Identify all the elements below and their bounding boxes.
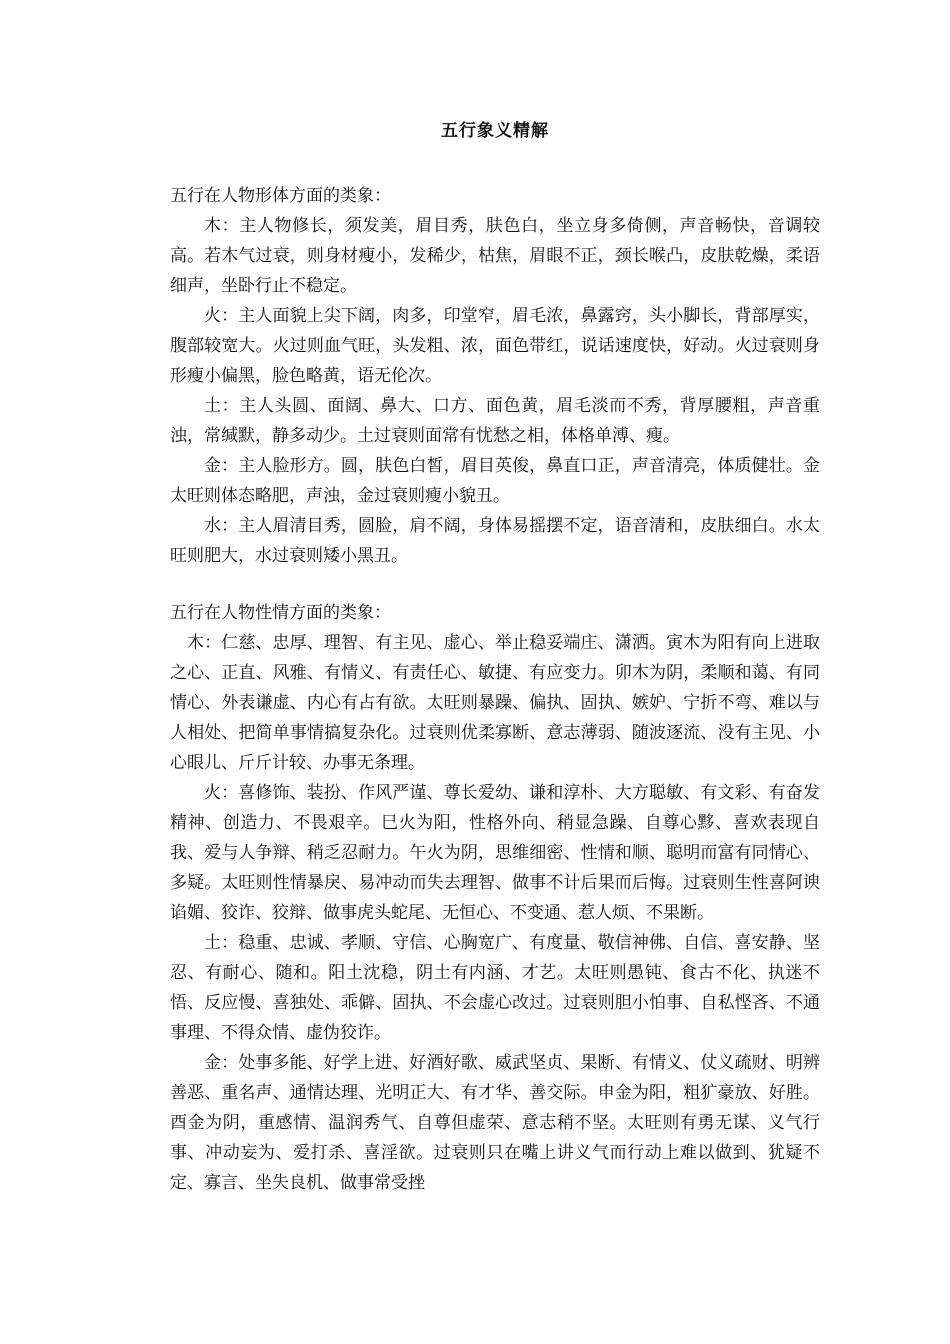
paragraph-wood: 木：仁慈、忠厚、理智、有主见、虚心、举止稳妥端庄、潇洒。寅木为阳有向上进取之心、正直、风雅、有情义、有责任心、敏捷、有应变力。卯木为阴，柔顺和蔼、有同情心、外表谦虚、内心有占有欲。太旺则暴躁、偏执、固执、嫉妒、宁折不弯、难以与人相处、把简单事情搞复杂化。过衰则优柔寡断、意志薄弱、随波逐流、没有主见、小心眼儿、斤斤计较、办事无条理。 xyxy=(170,633,820,773)
paragraph-water: 水：主人眉清目秀，圆脸，肩不阔，身体易摇摆不定，语音清和，皮肤细白。水太旺则肥大，水过衰则矮小黑丑。 xyxy=(170,516,820,566)
document-title: 五行象义精解 xyxy=(441,121,549,141)
paragraph-fire: 火：主人面貌上尖下阔，肉多，印堂窄，眉毛浓，鼻露窍，头小脚长，背部厚实，腹部较宽大。火过则血气旺，头发粗、浓，面色带红，说话速度快，好动。火过衰则身形瘦小偏黑，脸色略黄，语无伦次。 xyxy=(170,306,820,386)
paragraph-earth: 土：稳重、忠诚、孝顺、守信、心胸宽广、有度量、敬信神佛、自信、喜安静、坚忍、有耐心、随和。阳土沈稳，阴土有内涵、才艺。太旺则愚钝、食古不化、执迷不悟、反应慢、喜独处、乖僻、固执、不会虚心改过。过衰则胆小怕事、自私悭吝、不通事理、不得众情、虚伪狡诈。 xyxy=(170,933,820,1043)
paragraph-metal: 金：主人脸形方。圆，肤色白皙，眉目英俊，鼻直口正，声音清亮，体质健壮。金太旺则体态略肥，声浊，金过衰则瘦小貌丑。 xyxy=(170,456,820,506)
paragraph-earth: 土：主人头圆、面阔、鼻大、口方、面色黄，眉毛淡而不秀，背厚腰粗，声音重浊，常缄默，静多动少。土过衰则面常有忧愁之相，体格单溥、瘦。 xyxy=(170,396,820,446)
section-personality xyxy=(170,598,820,1198)
paragraph-fire: 火：喜修饰、装扮、作风严谨、尊长爱幼、谦和淳朴、大方聪敏、有文彩、有奋发精神、创造力、不畏艰辛。巳火为阳，性格外向、稍显急躁、自尊心黟、喜欢表现自我、爱与人争辩、稍乏忍耐力。午火为阴，思维细密、性情和顺、聪明而富有同情心、多疑。太旺则性情暴戾、易冲动而失去理智、做事不计后果而后悔。过衰则生性喜阿谀谄媚、狡诈、狡辩、做事虎头蛇尾、无恒心、不变通、惹人烦、不果断。 xyxy=(170,783,820,923)
section-physical-appearance xyxy=(170,181,820,571)
section-heading: 五行在人物形体方面的类象： xyxy=(170,186,391,206)
section-heading: 五行在人物性情方面的类象： xyxy=(170,603,391,623)
paragraph-metal: 金：处事多能、好学上进、好酒好歌、威武坚贞、果断、有情义、仗义疏财、明辨善恶、重名声、通情达理、光明正大、有才华、善交际。申金为阳，粗犷豪放、好胜。酉金为阴，重感情、温润秀气、自尊但虚荣、意志稍不坚。太旺则有勇无谋、义气行事、冲动妄为、爱打杀、喜淫欲。过衰则只在嘴上讲义气而行动上难以做到、犹疑不定、寡言、坐失良机、做事常受挫 xyxy=(170,1053,820,1193)
paragraph-wood: 木：主人物修长，须发美，眉目秀，肤色白，坐立身多倚侧，声音畅快，音调较高。若木气过衰，则身材瘦小，发稀少，枯焦，眉眼不正，颈长喉凸，皮肤乾燥，柔语细声，坐卧行止不稳定。 xyxy=(170,216,820,296)
